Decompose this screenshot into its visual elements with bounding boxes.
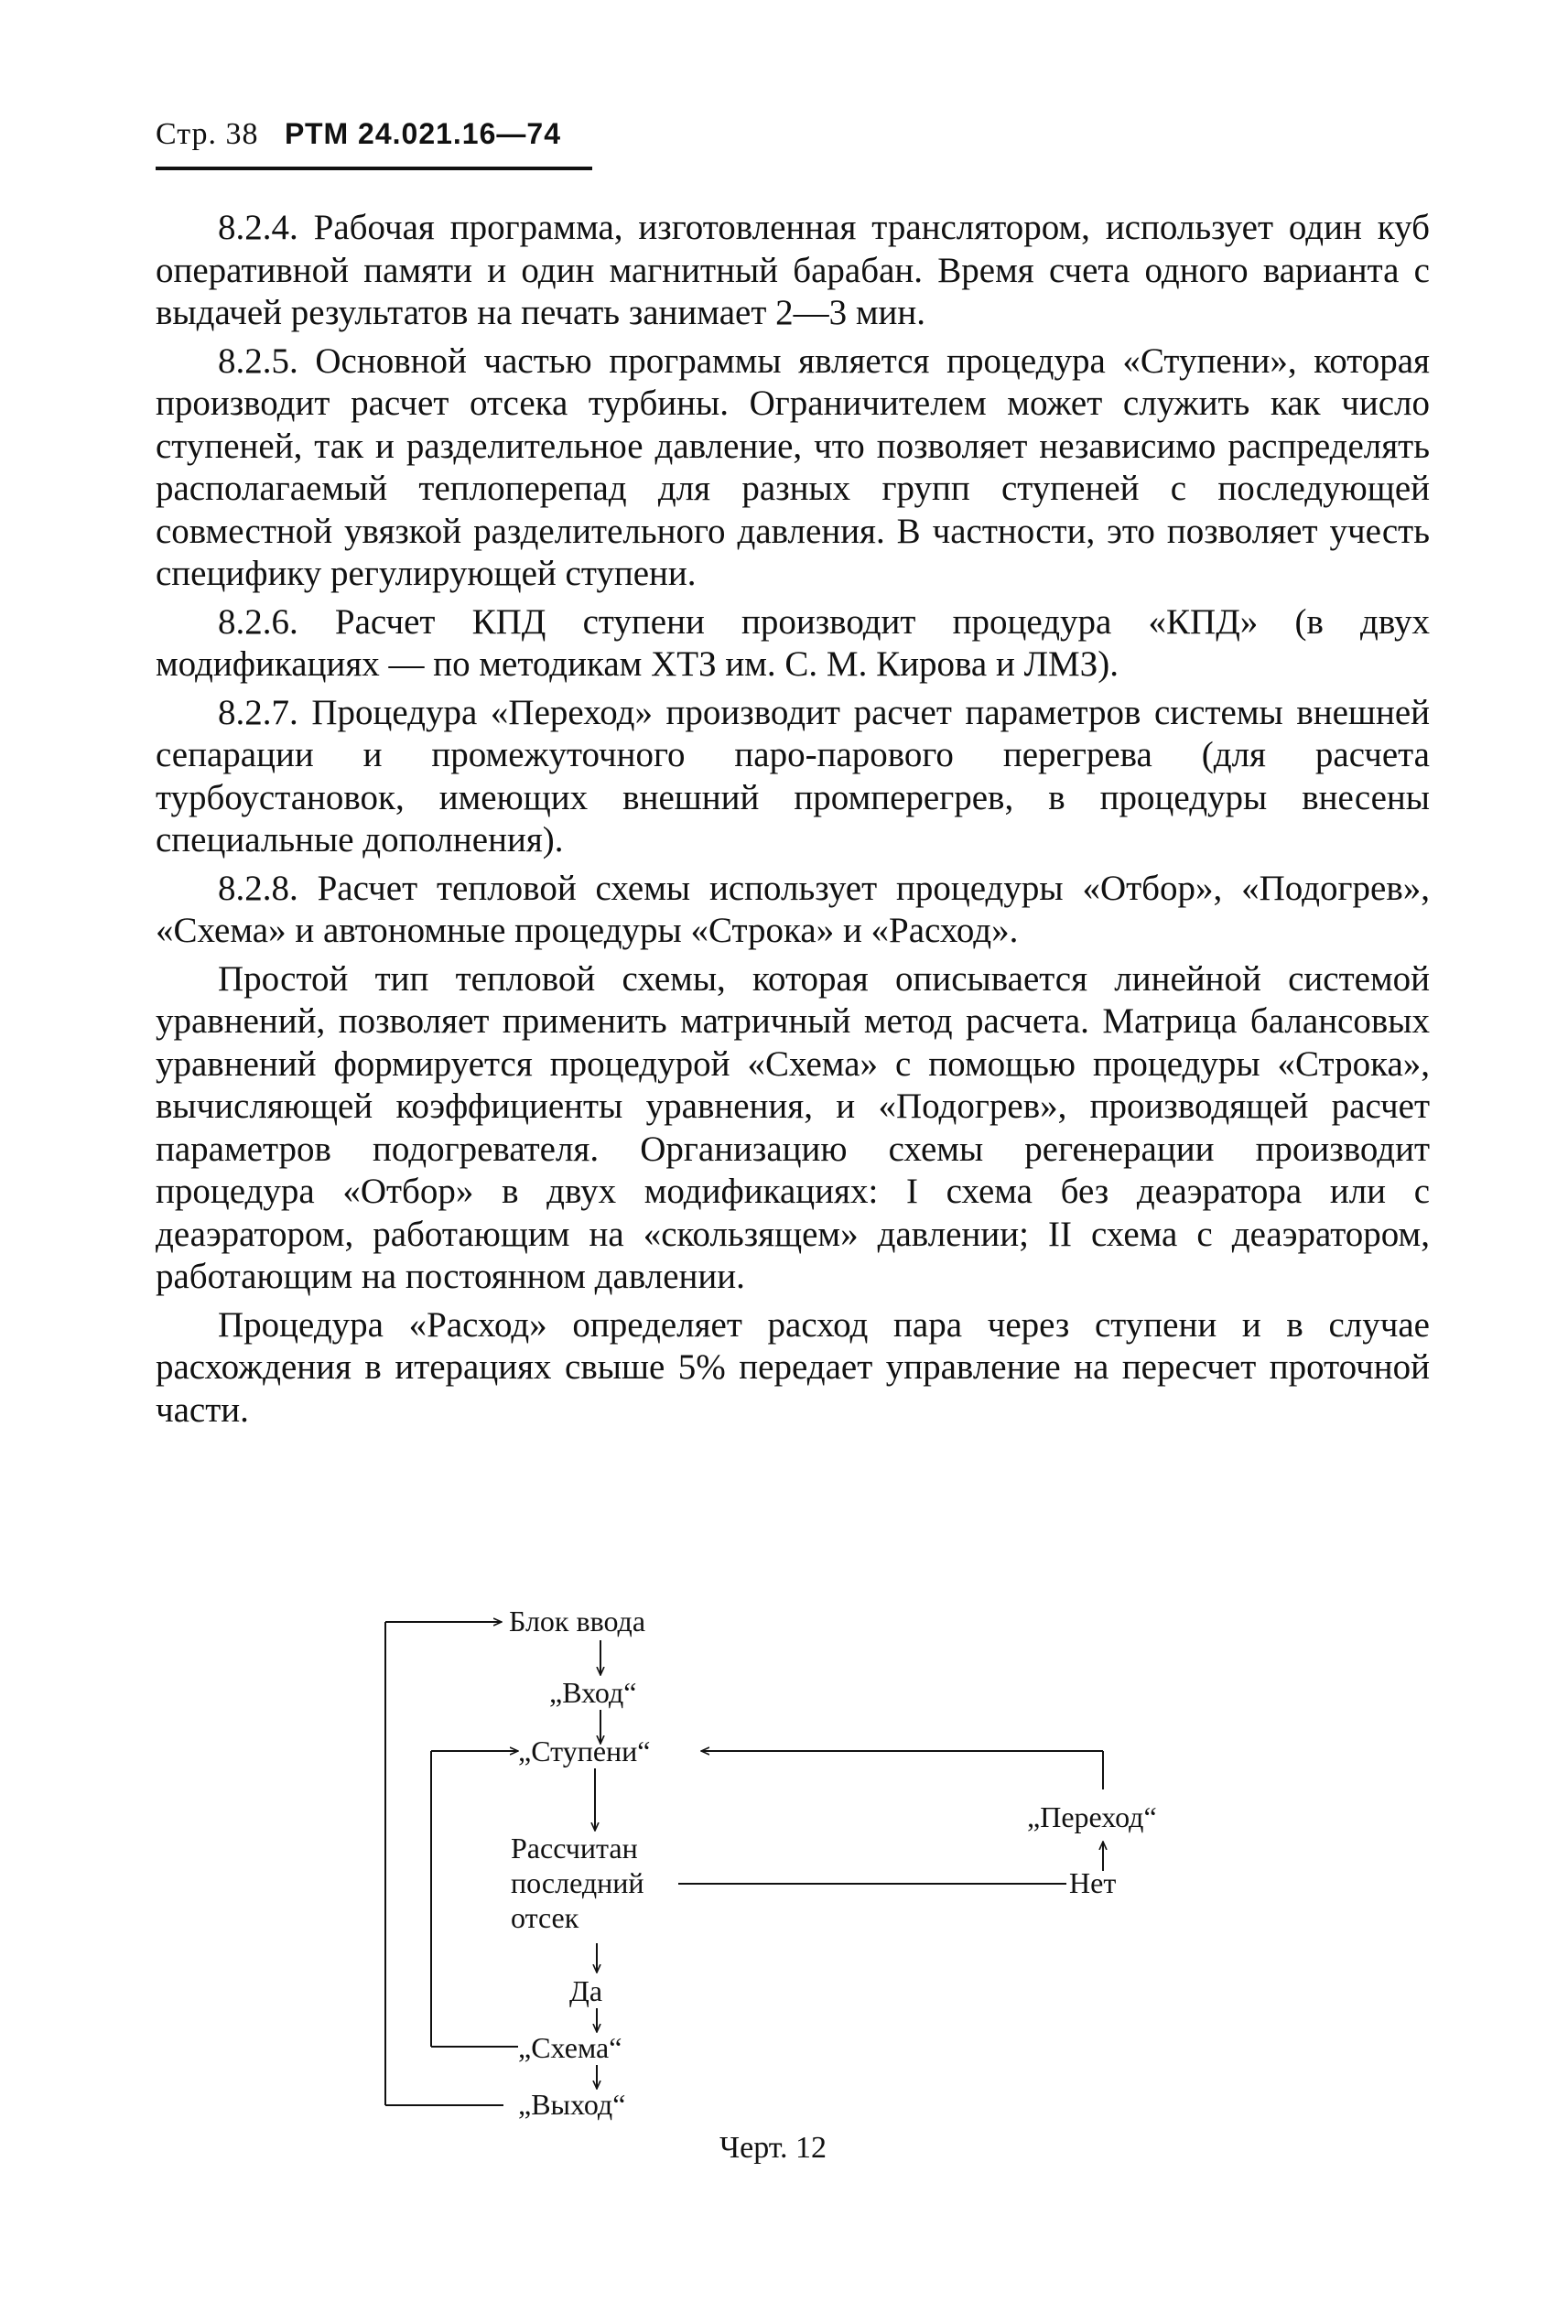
input-block-label: Блок ввода [509,1605,646,1638]
stages-label: „Ступени“ [518,1735,651,1767]
yes-label: Да [569,1974,603,2007]
paragraph-flow-rate: Процедура «Расход» определяет расход пара через ступени и в случае расхождения в итерациях свыше 5% передает управление на пересчет проточной части. [156,1304,1430,1430]
paragraph-8-2-4: 8.2.4. Рабочая программа, изготовленная транслятором, использует один куб оперативной памяти и один магнитный барабан. Время счета одного варианта с выдачей результатов на печать занимает 2—3 мин. [156,208,1430,332]
check-label-line2: последний [511,1866,644,1899]
figure-caption: Черт. 12 [719,2131,827,2165]
scheme-label: „Схема“ [518,2031,622,2064]
entry-label: „Вход“ [549,1676,637,1709]
check-label-line3: отсек [511,1901,579,1934]
paragraph-8-2-8: 8.2.8. Расчет тепловой схемы использует процедуры «Отбор», «Подогрев», «Схема» и автономные процедуры «Строка» и «Расход». [156,868,1430,950]
paragraph-8-2-7: 8.2.7. Процедура «Переход» производит расчет параметров системы внешней сепарации и промежуточного паро-парового перегрева (для расчета турбоустановок, имеющих внешний промперегрев, в процедуры внесены специальные дополнения). [156,692,1430,859]
exit-label: „Выход“ [518,2088,626,2121]
no-label: Нет [1069,1866,1117,1899]
transition-label: „Переход“ [1027,1800,1157,1833]
document-code: РТМ 24.021.16—74 [285,117,561,150]
paragraph-8-2-5: 8.2.5. Основной частью программы является процедура «Ступени», которая производит расчет отсека турбины. Ограничителем может служить как число ступеней, так и разделительное давление, что позволяет независимо распределять располагаемый теплоперепад для разных групп ступеней с последующей совместной увязкой разделительного давления. В частности, это позволяет учесть специфику регулирующей ступени. [156,340,1430,593]
paragraph-scheme-description: Простой тип тепловой схемы, которая описывается линейной системой уравнений, позволяет применить матричный метод расчета. Матрица балансовых уравнений формируется процедурой «Схема» с помощью процедуры «Строка», вычисляющей коэффициенты уравнения, и «Подогрев», производящей расчет параметров подогревателя. Организацию схемы регенерации производит процедура «Отбор» в двух модификациях: I схема без деаэратора или с деаэратором, работающим на «скользящем» давлении; II схема с деаэратором, работающим на постоянном давлении. [156,958,1430,1296]
paragraph-8-2-6: 8.2.6. Расчет КПД ступени производит процедура «КПД» (в двух модификациях — по методикам ХТЗ им. С. М. Кирова и ЛМЗ). [156,601,1430,684]
page-number: Стр. 38 [156,117,259,151]
check-label-line1: Рассчитан [511,1832,638,1865]
